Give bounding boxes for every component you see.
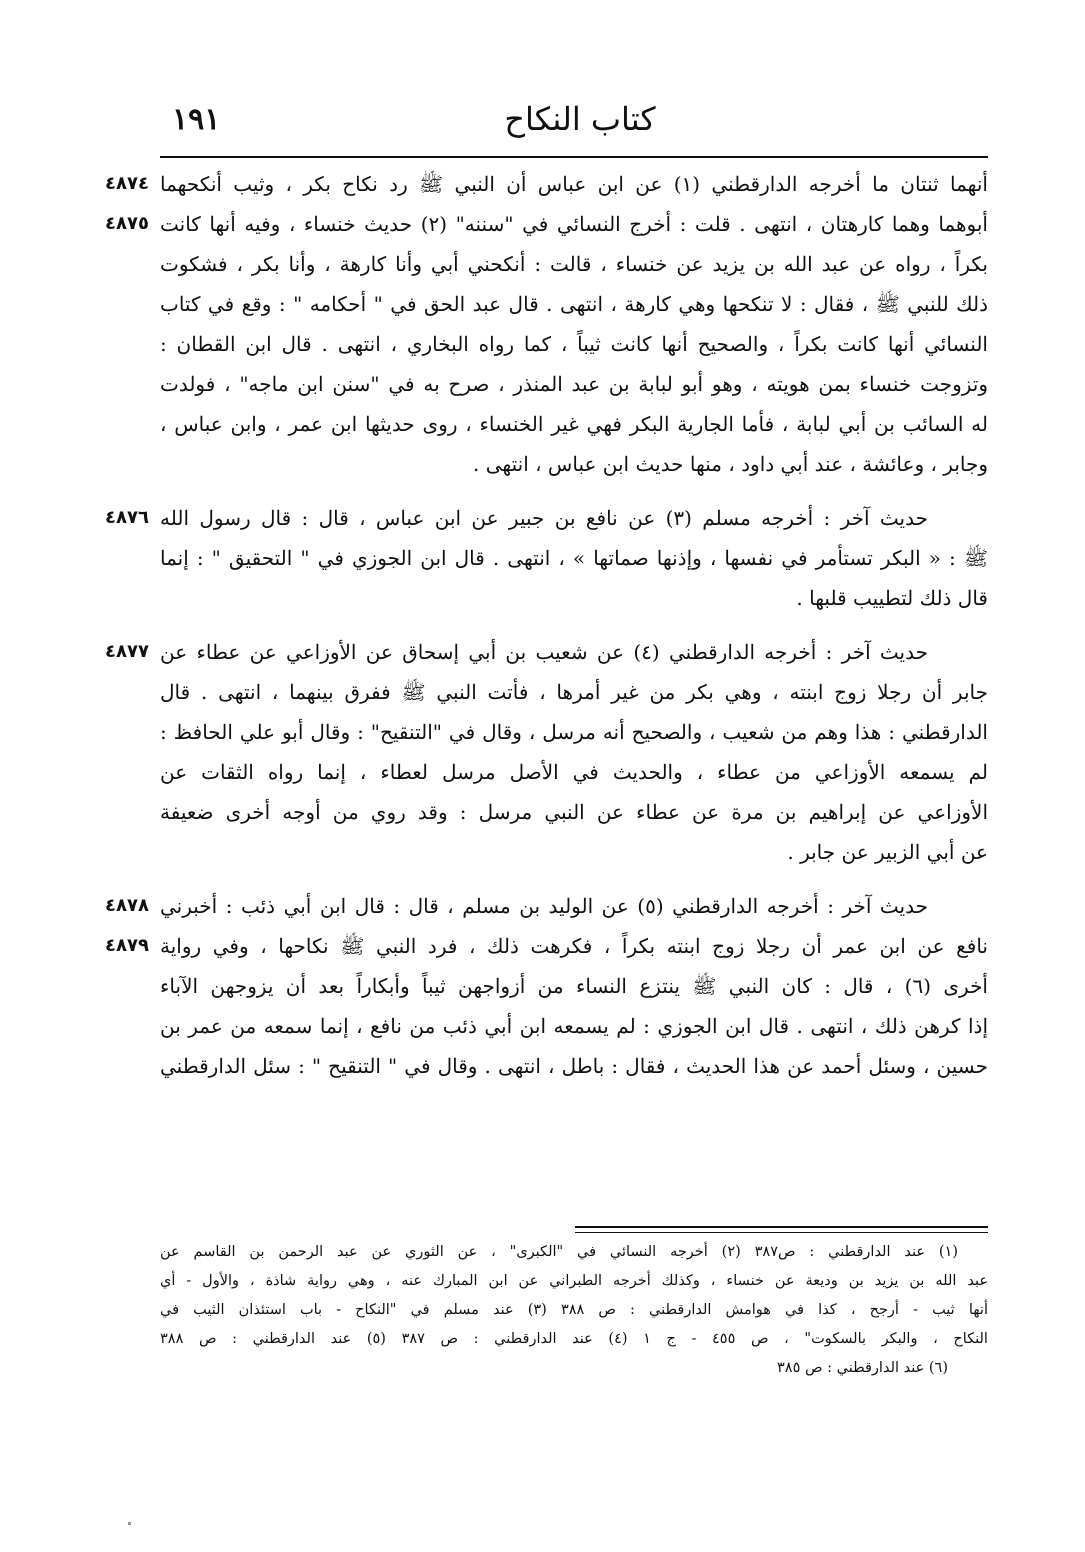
text-line (160, 244, 988, 284)
hadith-number: ٤٨٧٤ (105, 173, 149, 194)
line-text: بكراً ، رواه عن عبد الله بن يزيد عن خنساء ، قالت : أنكحني أبي وأنا كارهة ، وأنا بكر ، فشكوت (160, 252, 988, 276)
main-text (105, 164, 989, 1086)
line-text: الأوزاعي عن إبراهيم بن مرة عن عطاء عن النبي مرسل : وقد روي من أوجه أخرى ضعيفة (160, 800, 988, 824)
line-text: وتزوجت خنساء بمن هويته ، وهو أبو لبابة بن عبد المنذر ، صرح به في "سنن ابن ماجه" ، فولدت (160, 372, 989, 396)
header-rule (160, 156, 988, 158)
text-line (160, 538, 988, 578)
line-text: عن أبي الزبير عن جابر . (787, 840, 988, 864)
text-line (160, 792, 988, 832)
line-text: وجابر ، وعائشة ، عند أبي داود ، منها حديث ابن عباس ، انتهى . (473, 452, 988, 476)
text-line (105, 926, 988, 966)
line-text: حسين ، وسئل أحمد عن هذا الحديث ، فقال : باطل ، انتهى . وقال في " التنقيح " : سئل الدارقطني (160, 1054, 988, 1078)
line-text: أبوهما وهما كارهتان ، انتهى . قلت : أخرج النسائي في "سننه" (٢) حديث خنساء ، وفيه أنها كانت (160, 212, 988, 236)
hadith-number: ٤٨٧٩ (105, 935, 149, 956)
line-text: لم يسمعه الأوزاعي من عطاء ، والحديث في الأصل مرسل لعطاء ، إنما رواه الثقات عن (160, 760, 988, 784)
text-line (160, 578, 988, 618)
line-text: ﷺ : « البكر تستأمر في نفسها ، وإذنها صماتها » ، انتهى . قال ابن الجوزي في " التحقيق " : إنما (160, 546, 988, 570)
text-line (105, 632, 988, 672)
line-text: حديث آخر : أخرجه الدارقطني (٥) عن الوليد بن مسلم ، قال : قال ابن أبي ذئب : أخبرني (160, 894, 928, 918)
line-text: أنهما ثنتان ما أخرجه الدارقطني (١) عن ابن عباس أن النبي ﷺ رد نكاح بكر ، وثيب أنكحهما (160, 172, 988, 196)
text-line (160, 966, 988, 1006)
text-line (160, 832, 988, 872)
line-text: جابر أن رجلا زوج ابنته ، وهي بكر من غير أمرها ، فأتت النبي ﷺ ففرق بينهما ، انتهى . قال (160, 680, 988, 704)
running-header-title: كتاب النكاح (504, 100, 656, 138)
footnote-rule (575, 1226, 988, 1228)
line-text: الدارقطني : هذا وهم من شعيب ، والصحيح أنه مرسل ، وقال في "التنقيح" : وقال أبو علي الحافظ : (160, 720, 988, 744)
line-text: حديث آخر : أخرجه مسلم (٣) عن نافع بن جبير عن ابن عباس ، قال : قال رسول الله (160, 506, 928, 530)
text-line (160, 324, 988, 364)
footnote-line: أنها ثيب - أرجح ، كذا في هوامش الدارقطني : ص ٣٨٨ (٣) عند مسلم في "النكاح - باب استئذان الثيب في (160, 1302, 988, 1318)
text-line (160, 1006, 988, 1046)
text-line (160, 404, 988, 444)
line-text: النسائي أنها كانت بكراً ، والصحيح أنها كانت ثيباً ، كما رواه البخاري ، انتهى . قال ابن القطان : (160, 332, 988, 356)
text-line (105, 498, 988, 538)
text-line (160, 364, 988, 404)
line-text: نافع عن ابن عمر أن رجلا زوج ابنته بكراً ، فكرهت ذلك ، فرد النبي ﷺ نكاحها ، وفي رواية (160, 934, 988, 958)
text-line (105, 204, 988, 244)
hadith-number: ٤٨٧٨ (105, 895, 149, 916)
text-line (105, 886, 988, 926)
footnotes (160, 1238, 988, 1383)
line-text: قال ذلك لتطييب قلبها . (796, 586, 988, 610)
text-line (160, 444, 988, 484)
hadith-number: ٤٨٧٧ (105, 641, 149, 662)
scan-speck (128, 1522, 131, 1525)
line-text: أخرى (٦) ، قال : كان النبي ﷺ ينتزع النساء من أزواجهن ثيباً وأبكاراً بعد أن يزوجهن الآباء (160, 974, 988, 998)
line-text: ذلك للنبي ﷺ ، فقال : لا تنكحها وهي كارهة ، انتهى . قال عبد الحق في " أحكامه " : وقع في كتاب (160, 292, 988, 316)
footnote-line: (١) عند الدارقطني : ص٣٨٧ (٢) أخرجه النسائي في "الكبرى" ، عن الثوري عن عبد الرحمن بن القاسم عن (160, 1244, 958, 1260)
footnote-line: عبد الله بن يزيد بن وديعة عن خنساء ، وكذلك أخرجه الطبراني عن ابن المبارك عنه ، وهي رواية شاذة ، والأول - أي (160, 1273, 988, 1289)
text-line (105, 164, 988, 204)
line-text: إذا كرهن ذلك ، انتهى . قال ابن الجوزي : لم يسمعه ابن أبي ذئب من نافع ، إنما سمعه من عمر بن (160, 1014, 988, 1038)
line-text: حديث آخر : أخرجه الدارقطني (٤) عن شعيب بن أبي إسحاق عن الأوزاعي عن عطاء عن (160, 640, 928, 664)
text-line (160, 752, 988, 792)
line-text: له السائب بن أبي لبابة ، فأما الجارية البكر فهي غير الخنساء ، روى حديثها ابن عمر ، وابن عباس ، (160, 412, 988, 436)
text-line (160, 672, 988, 712)
page-number: ١٩١ (172, 102, 221, 137)
footnote-line: النكاح ، والبكر بالسكوت" ، ص ٤٥٥ - ج ١ (٤) عند الدارقطني : ص ٣٨٧ (٥) عند الدارقطني : ص ٣٨٨ (160, 1331, 988, 1347)
text-line (160, 1046, 988, 1086)
footnote-line: (٦) عند الدارقطني : ص ٣٨٥ (777, 1360, 948, 1376)
text-line (160, 284, 988, 324)
hadith-number: ٤٨٧٦ (105, 507, 149, 528)
hadith-number: ٤٨٧٥ (105, 213, 149, 234)
footnote-rule-thin (575, 1232, 988, 1233)
text-line (160, 712, 988, 752)
